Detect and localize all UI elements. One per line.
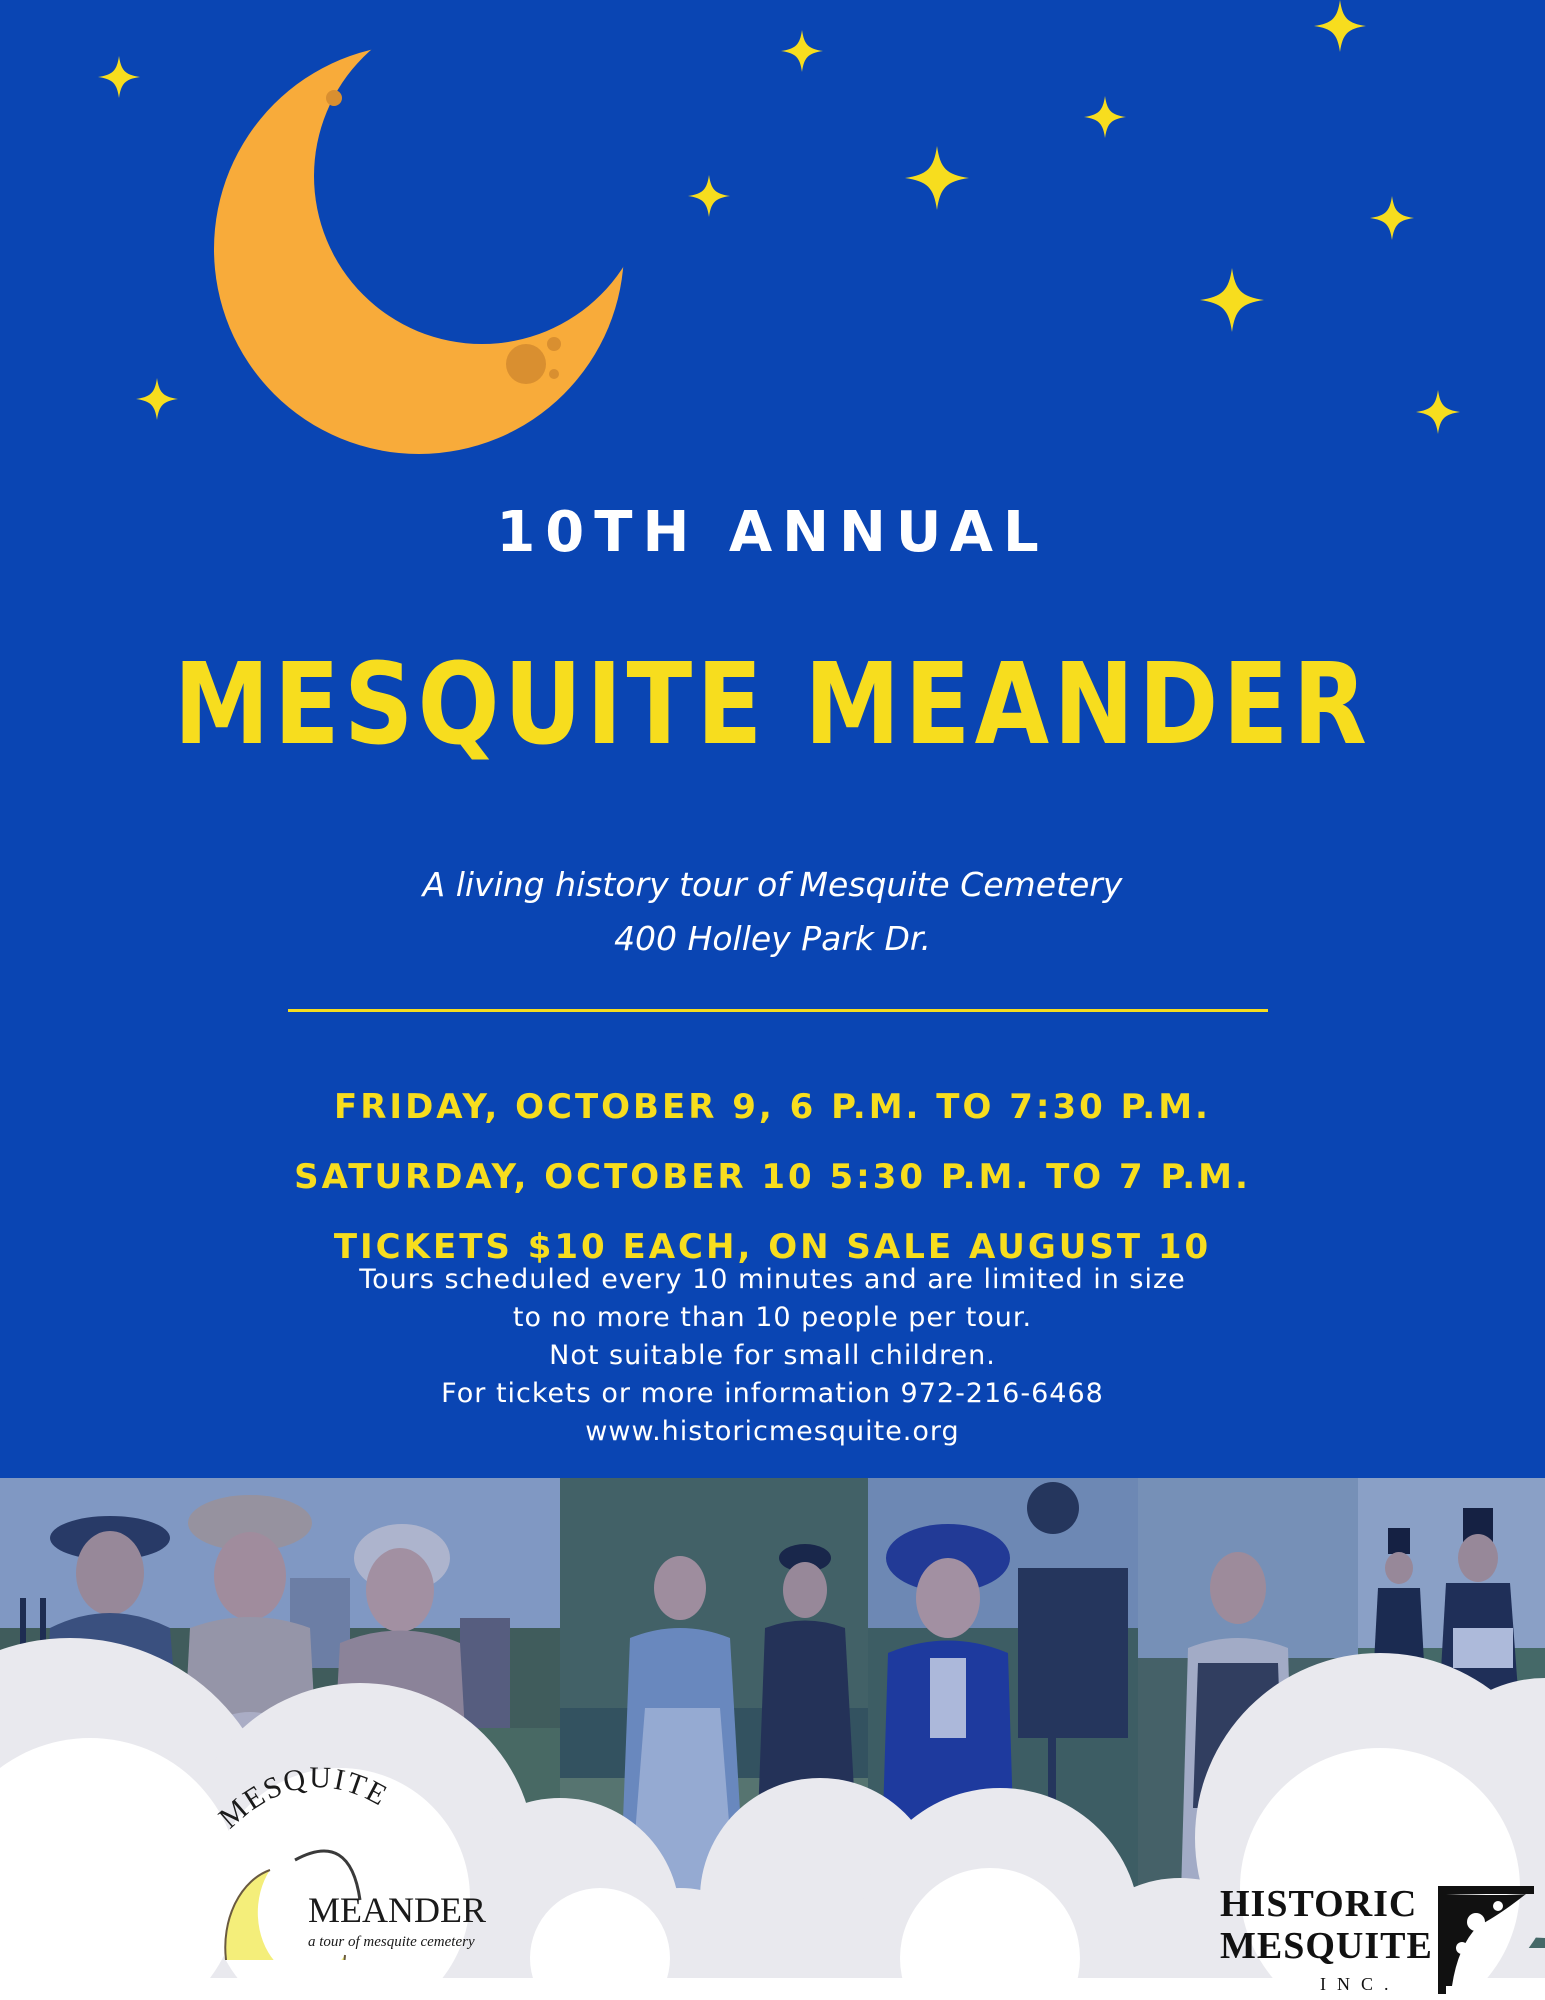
star-icon — [1084, 96, 1126, 138]
logo-mesquite-word: MESQUITE — [1220, 1925, 1433, 1967]
logo-inc-word: INC. — [1320, 1974, 1400, 1994]
event-title: MESQUITE MEANDER — [173, 640, 1372, 770]
website-link[interactable]: www.historicmesquite.org — [585, 1416, 960, 1447]
corner-ornament-icon — [1438, 1886, 1534, 1994]
schedule-friday: FRIDAY, OCTOBER 9, 6 P.M. TO 7:30 P.M. — [334, 1087, 1211, 1127]
logo-word-meander: MEANDER — [308, 1890, 486, 1930]
divider-rule — [288, 1009, 1268, 1012]
details-line: to no more than 10 people per tour. — [512, 1302, 1033, 1333]
star-icon — [905, 146, 969, 210]
logo-tagline: a tour of mesquite cemetery — [308, 1934, 475, 1950]
star-icon — [781, 30, 823, 72]
star-icon — [136, 378, 178, 420]
logo-word-mesquite: MESQUITE — [212, 1761, 394, 1835]
schedule-block — [0, 1072, 1545, 1282]
star-icon — [1200, 268, 1264, 332]
star-icon — [688, 175, 730, 217]
star-icon — [98, 56, 140, 98]
details-block — [0, 1261, 1545, 1451]
subtitle-line: A living history tour of Mesquite Cemetery — [422, 865, 1123, 904]
svg-text:MESQUITE — [213, 1761, 394, 1835]
contact-phone-line: For tickets or more information 972-216-6468 — [441, 1378, 1104, 1409]
logo-historic-word: HISTORIC — [1220, 1883, 1418, 1925]
details-line: Not suitable for small children. — [549, 1340, 996, 1371]
address-line: 400 Holley Park Dr. — [614, 919, 931, 958]
annual-heading: 10TH ANNUAL — [496, 500, 1049, 565]
details-line: Tours scheduled every 10 minutes and are limited in size — [359, 1264, 1186, 1295]
schedule-saturday: SATURDAY, OCTOBER 10 5:30 P.M. TO 7 P.M. — [294, 1157, 1251, 1197]
star-icon — [1370, 196, 1414, 240]
historic-mesquite-logo — [1210, 1882, 1540, 2000]
tickets-info: TICKETS $10 EACH, ON SALE AUGUST 10 — [333, 1227, 1212, 1267]
star-icon — [1416, 390, 1460, 434]
event-subtitle — [0, 858, 1545, 966]
mesquite-meander-logo — [210, 1760, 550, 1960]
star-icon — [1308, 0, 1372, 52]
moon-icon — [214, 44, 624, 454]
